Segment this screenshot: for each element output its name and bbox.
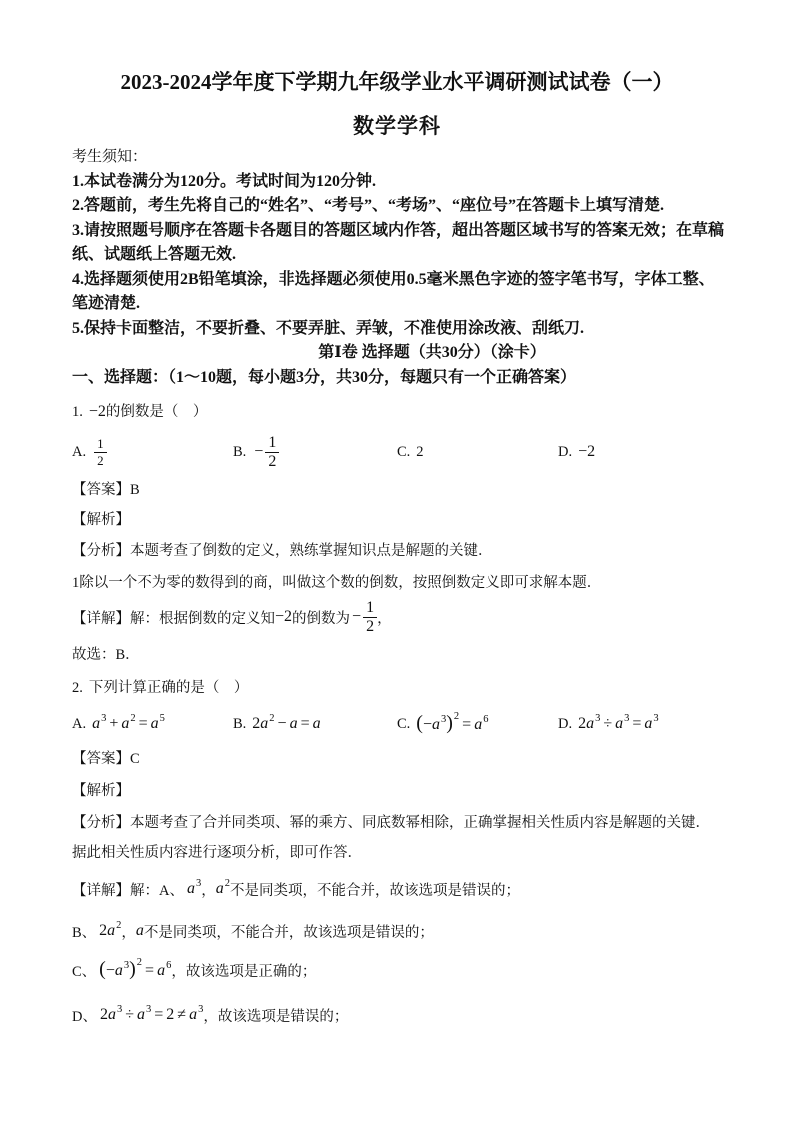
- fenxi-text: 1除以一个不为零的数得到的商，叫做这个数的倒数，按照倒数定义即可求解本题．: [72, 575, 602, 591]
- exam-title: 2023-2024学年度下学期九年级学业水平调研测试试卷（一）: [120, 70, 674, 94]
- math-number: 2: [166, 1006, 175, 1023]
- fraction-numerator: 1: [265, 434, 279, 453]
- math-variable: a: [114, 961, 123, 979]
- math-variable: a: [189, 1006, 198, 1023]
- math-variable: a: [644, 715, 653, 732]
- math-paren: ): [129, 957, 136, 980]
- question-text: 的倒数是（ ）: [105, 404, 208, 420]
- math-number: 2: [99, 1006, 108, 1023]
- math-exponent: 2: [453, 710, 460, 722]
- math-exponent: 3: [441, 713, 447, 725]
- math-operator: −: [277, 715, 287, 732]
- q1-detail: [72, 597, 392, 637]
- math-exponent: 2: [269, 713, 275, 724]
- math-variable: a: [432, 715, 440, 733]
- math-variable: a: [260, 715, 269, 732]
- notice-heading: 考生须知：: [72, 149, 148, 165]
- fraction: [94, 436, 107, 469]
- detail-text: 解：A、: [130, 882, 184, 899]
- math-variable: a: [92, 715, 101, 732]
- math-variable: a: [312, 715, 321, 732]
- q2-detail-c: [72, 955, 316, 985]
- math-expression: [578, 715, 659, 733]
- part-title: 第Ⅰ卷 选择题（共30分）（涂卡）: [318, 344, 546, 361]
- fenxi-tag: 【分析】: [72, 543, 130, 559]
- q1-fenxi-2: [72, 573, 601, 593]
- math-operator: +: [109, 715, 119, 732]
- math-exponent: 3: [624, 713, 630, 724]
- answer-value: C: [130, 751, 140, 767]
- q2-detail-b: [72, 916, 434, 946]
- math-expression: [187, 880, 201, 898]
- q2-detail-d: [72, 1000, 348, 1030]
- math-expression: [136, 922, 144, 940]
- math-operator: −: [105, 961, 115, 979]
- q2-option-d: [558, 709, 659, 739]
- notice-item: 3.请按照题号顺序在答题卡各题目的答题区域内作答，超出答题区域书写的答案无效；在草稿纸、试题纸上答题无效.: [72, 221, 725, 263]
- math-variable: a: [586, 715, 595, 732]
- section-instruction: 一、选择题：（1～10题，每小题3分，共30分，每题只有一个正确答案）: [72, 369, 577, 386]
- q2-analysis-heading: [72, 781, 130, 801]
- math-exponent: 3: [198, 1004, 204, 1015]
- math-variable: a: [186, 880, 195, 897]
- q2-detail-a: [72, 874, 520, 904]
- detail-text: ，故该选项是正确的；: [171, 963, 317, 980]
- math-exponent: 3: [123, 959, 130, 971]
- math-variable: a: [615, 715, 624, 732]
- detail-text: D、: [72, 1008, 97, 1025]
- fenxi-text: 本题考查了合并同类项、幂的乘方、同底数幂相除，正确掌握相关性质内容是解题的关键．据此相关性质内容进行逐项分析，即可作答．: [72, 815, 710, 861]
- math-variable: a: [215, 880, 224, 897]
- option-label: B.: [233, 443, 247, 460]
- math-operator: =: [154, 1006, 164, 1023]
- fraction-denominator: 2: [366, 617, 375, 635]
- notice-item: 1.本试卷满分为120分。考试时间为120分钟.: [72, 172, 377, 190]
- q1-answer: [72, 480, 140, 500]
- math-variable: a: [107, 1006, 116, 1023]
- math-expression: [99, 922, 121, 940]
- math-operator: −: [422, 715, 432, 733]
- detail-text: ，: [377, 610, 392, 627]
- math-variable: a: [289, 715, 298, 732]
- q1-option-a: [72, 432, 107, 472]
- math-variable: a: [135, 922, 144, 939]
- math-variable: a: [474, 715, 483, 733]
- math-variable: a: [150, 715, 159, 732]
- math-operator: =: [138, 715, 148, 732]
- math-number: −2: [275, 608, 293, 625]
- q2-option-b: [233, 709, 321, 739]
- detail-text: 不是同类项，不能合并，故该选项是错误的；: [229, 882, 520, 899]
- math-operator: =: [145, 961, 155, 979]
- math-variable: a: [157, 961, 166, 979]
- q1-analysis-heading: [72, 510, 130, 530]
- math-operator: −: [352, 608, 362, 625]
- q1-stem: [72, 402, 207, 422]
- math-number: −2: [88, 403, 106, 420]
- math-variable: a: [107, 922, 116, 939]
- math-exponent: 2: [130, 713, 136, 724]
- fraction-numerator: 1: [363, 599, 377, 618]
- option-label: C.: [397, 443, 411, 460]
- analysis-tag: 【解析】: [72, 783, 130, 799]
- math-paren: (: [99, 957, 106, 980]
- question-number: 2.: [72, 680, 83, 696]
- notice-item: 5.保持卡面整洁，不要折叠、不要弄脏、弄皱，不准使用涂改液、刮纸刀.: [72, 319, 585, 337]
- notice-item: 4.选择题须使用2B铅笔填涂，非选择题必须使用0.5毫米黑色字迹的签字笔书写，字体工整、笔迹清楚.: [72, 270, 715, 312]
- math-paren: (: [416, 711, 423, 734]
- math-operator: −: [254, 443, 264, 460]
- q2-answer: [72, 749, 140, 769]
- math-exponent: 2: [224, 878, 230, 889]
- candidate-notice: [72, 145, 726, 341]
- math-variable: a: [137, 1006, 146, 1023]
- fraction-numerator: 1: [94, 436, 107, 453]
- math-expression: [252, 715, 320, 733]
- math-number: 2: [252, 715, 261, 732]
- detail-text: 的倒数为: [292, 610, 351, 627]
- conclusion-text: 故选：B．: [72, 647, 140, 663]
- detail-text: ，: [121, 924, 136, 941]
- option-label: C.: [397, 715, 411, 732]
- q2-option-c: [397, 709, 488, 739]
- math-exponent: 5: [159, 713, 165, 724]
- option-label: D.: [558, 443, 573, 460]
- q1-conclusion: [72, 645, 140, 665]
- math-expression: [216, 880, 230, 898]
- question-number: 1.: [72, 404, 83, 420]
- math-exponent: 6: [166, 959, 172, 971]
- detail-text: C、: [72, 963, 97, 980]
- detail-text: ，故该选项是错误的；: [203, 1008, 349, 1025]
- math-exponent: 3: [116, 1004, 123, 1015]
- fraction-denominator: 2: [97, 452, 104, 468]
- math-expression: [100, 1006, 203, 1024]
- math-exponent: 2: [116, 920, 122, 931]
- math-operator: ÷: [603, 715, 613, 732]
- fraction: [265, 434, 279, 471]
- detail-text: B、: [72, 924, 97, 941]
- q1-option-c: [397, 432, 424, 472]
- q1-option-b: [233, 432, 279, 472]
- q2-fenxi: [72, 808, 722, 868]
- q2-stem: [72, 678, 248, 698]
- fraction: [363, 599, 377, 636]
- fenxi-text: 本题考查了倒数的定义，熟练掌握知识点是解题的关键．: [130, 543, 493, 559]
- math-operator: ÷: [125, 1006, 135, 1023]
- math-operator: =: [462, 715, 472, 733]
- analysis-tag: 【解析】: [72, 512, 130, 528]
- detail-text: ，: [201, 882, 216, 899]
- q1-fenxi: [72, 541, 493, 561]
- detail-text: 解：根据倒数的定义知: [130, 610, 275, 627]
- math-operator: =: [300, 715, 310, 732]
- option-value: −2: [578, 443, 596, 460]
- q2-option-a: [72, 709, 165, 739]
- math-paren: ): [446, 711, 453, 734]
- math-number: 2: [578, 715, 587, 732]
- math-number: 2: [99, 922, 108, 939]
- math-exponent: 3: [146, 1004, 152, 1015]
- math-exponent: 3: [101, 713, 107, 724]
- option-label: D.: [558, 715, 573, 732]
- math-exponent: 3: [195, 878, 202, 889]
- notice-item: 2.答题前，考生先将自己的“姓名”、“考号”、“考场”、“座位号”在答题卡上填写清楚.: [72, 197, 665, 214]
- detail-tag: 【详解】: [72, 882, 130, 899]
- q1-option-d: [558, 432, 595, 472]
- math-exponent: 6: [483, 713, 489, 725]
- math-expression: [99, 956, 172, 980]
- fenxi-tag: 【分析】: [72, 815, 130, 831]
- math-expression: [416, 710, 489, 734]
- question-text: 下列计算正确的是（ ）: [88, 680, 249, 696]
- math-exponent: 3: [653, 713, 659, 724]
- option-label: A.: [72, 715, 87, 732]
- math-exponent: 2: [136, 956, 143, 968]
- math-variable: a: [121, 715, 130, 732]
- option-value: 2: [416, 443, 424, 460]
- exam-subject: 数学学科: [353, 114, 441, 138]
- option-label: A.: [72, 443, 87, 460]
- math-operator: ≠: [177, 1006, 187, 1023]
- fraction-denominator: 2: [268, 452, 277, 470]
- detail-tag: 【详解】: [72, 610, 130, 627]
- answer-value: B: [130, 482, 140, 498]
- answer-tag: 【答案】: [72, 751, 130, 767]
- math-exponent: 3: [595, 713, 601, 724]
- option-label: B.: [233, 715, 247, 732]
- answer-tag: 【答案】: [72, 482, 130, 498]
- math-operator: =: [632, 715, 642, 732]
- detail-text: 不是同类项，不能合并，故该选项是错误的；: [143, 924, 434, 941]
- math-expression: [92, 715, 165, 733]
